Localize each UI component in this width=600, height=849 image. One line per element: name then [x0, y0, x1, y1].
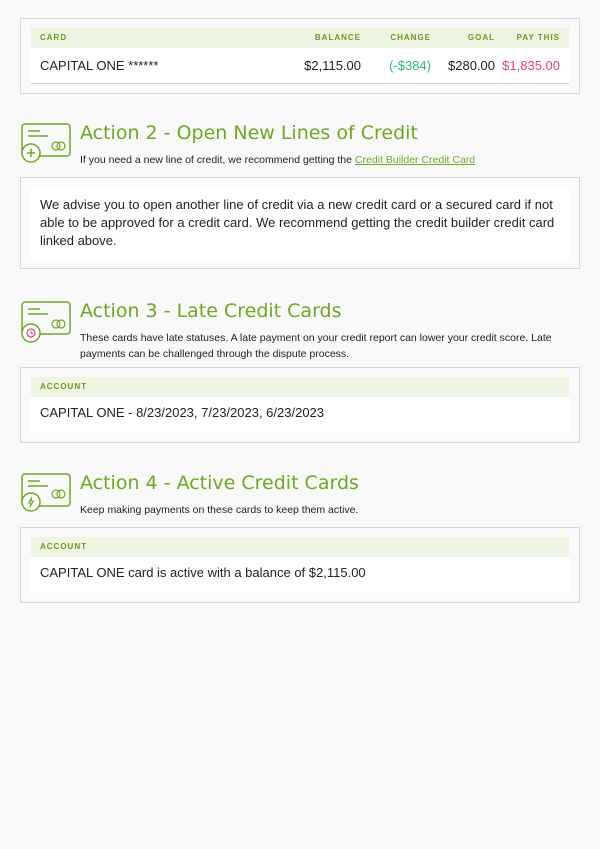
action-2-desc-text: If you need a new line of credit, we recommend getting the [80, 154, 355, 166]
col-card: CARD [40, 33, 68, 42]
card-pay-this: $1,835.00 [502, 58, 560, 73]
action-3-col-account: ACCOUNT [31, 377, 569, 397]
card-goal: $280.00 [448, 58, 495, 73]
action-4-col-account: ACCOUNT [31, 537, 569, 557]
action-4-title: Action 4 - Active Credit Cards [80, 472, 359, 494]
action-2-box [31, 187, 569, 260]
cards-table-panel [20, 18, 580, 94]
list-item: CAPITAL ONE card is active with a balance of $2,115.00 [40, 565, 366, 580]
action-3-panel [20, 367, 580, 443]
credit-builder-link[interactable]: Credit Builder Credit Card [354, 154, 476, 166]
action-3-header [20, 300, 580, 360]
credit-card-bolt-icon [20, 472, 72, 516]
table-header-row [31, 28, 569, 48]
card-change: (-$384) [389, 58, 431, 73]
col-pay-this: PAY THIS [516, 33, 560, 42]
credit-card-plus-icon [20, 122, 72, 166]
credit-card-clock-icon [20, 300, 72, 344]
col-change: CHANGE [390, 33, 431, 42]
action-4-table [31, 537, 569, 593]
table-row [31, 48, 569, 84]
action-2-body: We advise you to open another line of credit via a new credit card or a secured card if not able to be approved for a credit card. We recommend getting the credit builder credit card linked above. [40, 197, 555, 248]
action-3-desc: These cards have late statuses. A late payment on your credit report can lower your credit score. Late payments can be challenged through the dispute process. [80, 332, 552, 360]
action-3-table [31, 377, 569, 433]
action-2-header [20, 122, 580, 182]
action-4-desc: Keep making payments on these cards to keep them active. [80, 504, 359, 516]
card-balance: $2,115.00 [304, 58, 361, 73]
list-item: CAPITAL ONE - 8/23/2023, 7/23/2023, 6/23/2023 [40, 405, 325, 420]
action-2-desc [80, 152, 580, 168]
col-goal: GOAL [467, 33, 495, 42]
action-3-title: Action 3 - Late Credit Cards [80, 300, 342, 322]
action-4-header [20, 472, 580, 532]
action-4-panel [20, 527, 580, 603]
card-name: CAPITAL ONE ****** [40, 58, 159, 73]
cards-table [31, 28, 569, 84]
col-balance: BALANCE [314, 33, 361, 42]
action-2-title: Action 2 - Open New Lines of Credit [80, 122, 418, 144]
action-2-panel [20, 177, 580, 269]
